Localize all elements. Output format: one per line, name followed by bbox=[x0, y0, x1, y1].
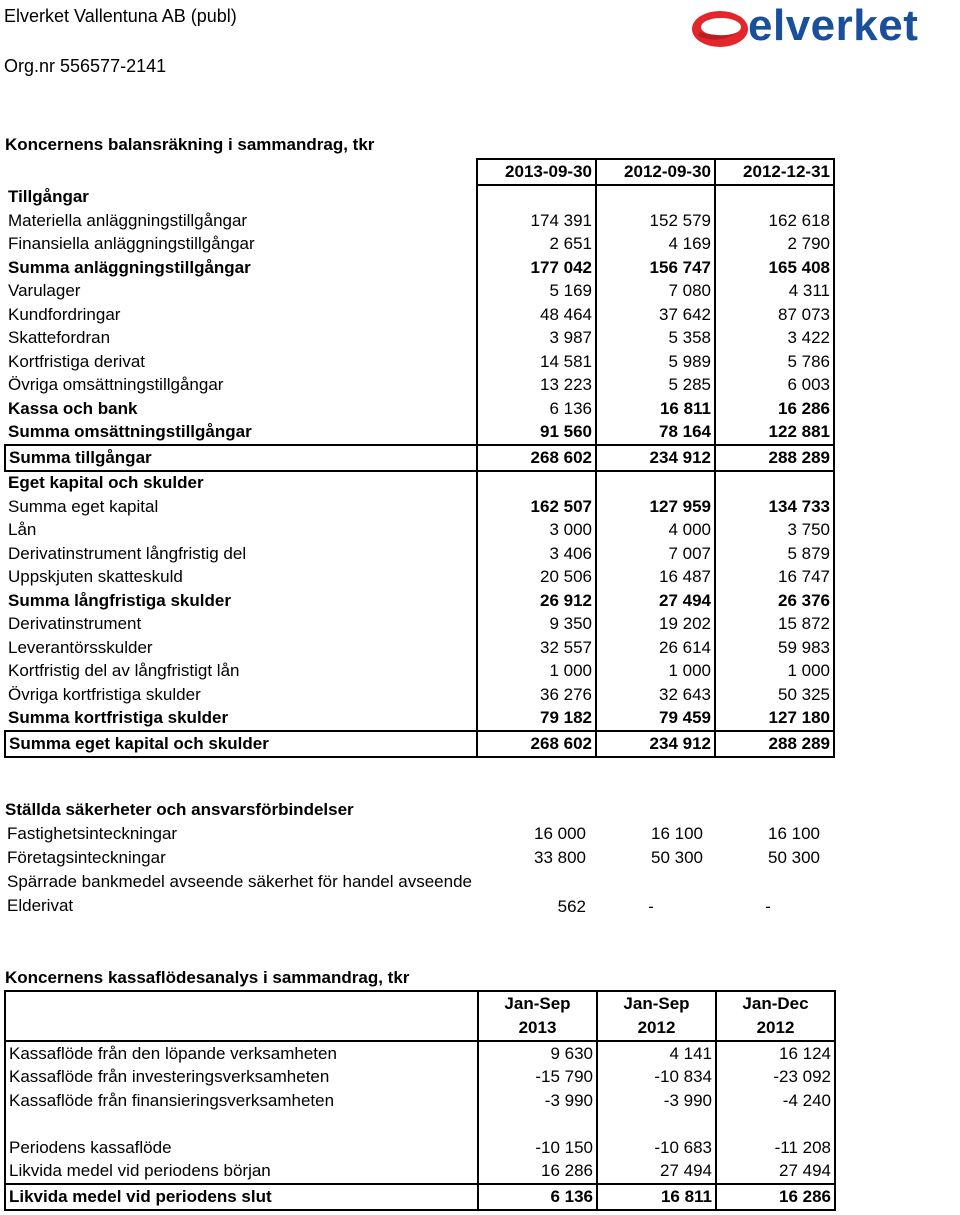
table-row: Kassaflöde från den löpande verksamheten 9 630 4 141 16 124 bbox=[5, 1041, 835, 1066]
section-heading-row: Eget kapital och skulder bbox=[5, 471, 834, 496]
table-row: Leverantörsskulder 32 557 26 614 59 983 bbox=[5, 636, 834, 660]
spacer-row bbox=[5, 1113, 835, 1137]
table-row: Varulager 5 169 7 080 4 311 bbox=[5, 280, 834, 304]
table-row: Uppskjuten skatteskuld 20 506 16 487 16 747 bbox=[5, 566, 834, 590]
table-header-row bbox=[5, 991, 835, 1016]
table-row: Fastighetsinteckningar 16 000 16 100 16 100 bbox=[7, 824, 820, 843]
column-header: 2012 bbox=[597, 1016, 716, 1041]
column-header: Jan-Sep bbox=[597, 991, 716, 1016]
cashflow-title: Koncernens kassaflödesanalys i sammandrag, tkr bbox=[5, 968, 410, 987]
subtotal-row: Summa kortfristiga skulder 79 182 79 459 127 180 bbox=[5, 707, 834, 732]
subtotal-row: Summa anläggningstillgångar 177 042 156 747 165 408 bbox=[5, 256, 834, 280]
logo-text: elverket bbox=[748, 1, 919, 50]
column-header: Jan-Sep bbox=[478, 991, 597, 1016]
total-row: Summa tillgångar 268 602 234 912 288 289 bbox=[5, 445, 834, 471]
section-heading-row: Tillgångar bbox=[5, 185, 834, 210]
table-header-row bbox=[5, 159, 834, 185]
table-row: Summa eget kapital 162 507 127 959 134 733 bbox=[5, 495, 834, 519]
total-row: Likvida medel vid periodens slut 6 136 16 811 16 286 bbox=[5, 1184, 835, 1210]
org-number: Org.nr 556577-2141 bbox=[4, 56, 167, 76]
column-header: Jan-Dec bbox=[716, 991, 835, 1016]
table-row: Finansiella anläggningstillgångar 2 651 4 169 2 790 bbox=[5, 233, 834, 257]
table-row: Derivatinstrument långfristig del 3 406 7 007 5 879 bbox=[5, 542, 834, 566]
pledges-table bbox=[4, 822, 830, 918]
elverket-logo bbox=[690, 1, 958, 52]
table-row: Övriga omsättningstillgångar 13 223 5 285 6 003 bbox=[5, 374, 834, 398]
table-row: Materiella anläggningstillgångar 174 391 152 579 162 618 bbox=[5, 209, 834, 233]
total-row: Summa eget kapital och skulder 268 602 234 912 288 289 bbox=[5, 731, 834, 757]
cashflow-table bbox=[4, 990, 836, 1211]
column-header: 2013-09-30 bbox=[477, 159, 596, 185]
table-row: Övriga kortfristiga skulder 36 276 32 643 50 325 bbox=[5, 683, 834, 707]
subtotal-row: Summa långfristiga skulder 26 912 27 494 26 376 bbox=[5, 589, 834, 613]
table-row: Kassaflöde från investeringsverksamheten -15 790 -10 834 -23 092 bbox=[5, 1066, 835, 1090]
table-row: Skattefordran 3 987 5 358 3 422 bbox=[5, 327, 834, 351]
table-row: Kortfristig del av långfristigt lån 1 000 1 000 1 000 bbox=[5, 660, 834, 684]
column-header: 2012-12-31 bbox=[715, 159, 834, 185]
table-row: Kortfristiga derivat 14 581 5 989 5 786 bbox=[5, 350, 834, 374]
column-header: 2012-09-30 bbox=[596, 159, 715, 185]
table-row: Lån 3 000 4 000 3 750 bbox=[5, 519, 834, 543]
company-name: Elverket Vallentuna AB (publ) bbox=[4, 6, 237, 26]
subtotal-row: Summa omsättningstillgångar 91 560 78 164 122 881 bbox=[5, 421, 834, 446]
table-row: Kassaflöde från finansieringsverksamheten -3 990 -3 990 -4 240 bbox=[5, 1089, 835, 1113]
table-row: Periodens kassaflöde -10 150 -10 683 -11 208 bbox=[5, 1136, 835, 1160]
table-row: Spärrade bankmedel avseende säkerhet för handel avseende Elderivat 562 - - bbox=[7, 872, 771, 916]
table-row: Kundfordringar 48 464 37 642 87 073 bbox=[5, 303, 834, 327]
column-header: 2012 bbox=[716, 1016, 835, 1041]
balance-sheet-table bbox=[4, 158, 835, 758]
pledges-title: Ställda säkerheter och ansvarsförbindelser bbox=[5, 800, 354, 819]
balance-sheet-title: Koncernens balansräkning i sammandrag, tkr bbox=[5, 135, 375, 154]
table-row: Företagsinteckningar 33 800 50 300 50 300 bbox=[7, 848, 820, 867]
logo-swirl-icon bbox=[690, 6, 750, 52]
column-header: 2013 bbox=[478, 1016, 597, 1041]
table-row: Derivatinstrument 9 350 19 202 15 872 bbox=[5, 613, 834, 637]
table-row: Likvida medel vid periodens början 16 286 27 494 27 494 bbox=[5, 1160, 835, 1185]
table-row: Kassa och bank 6 136 16 811 16 286 bbox=[5, 397, 834, 421]
table-header-row bbox=[5, 1016, 835, 1041]
